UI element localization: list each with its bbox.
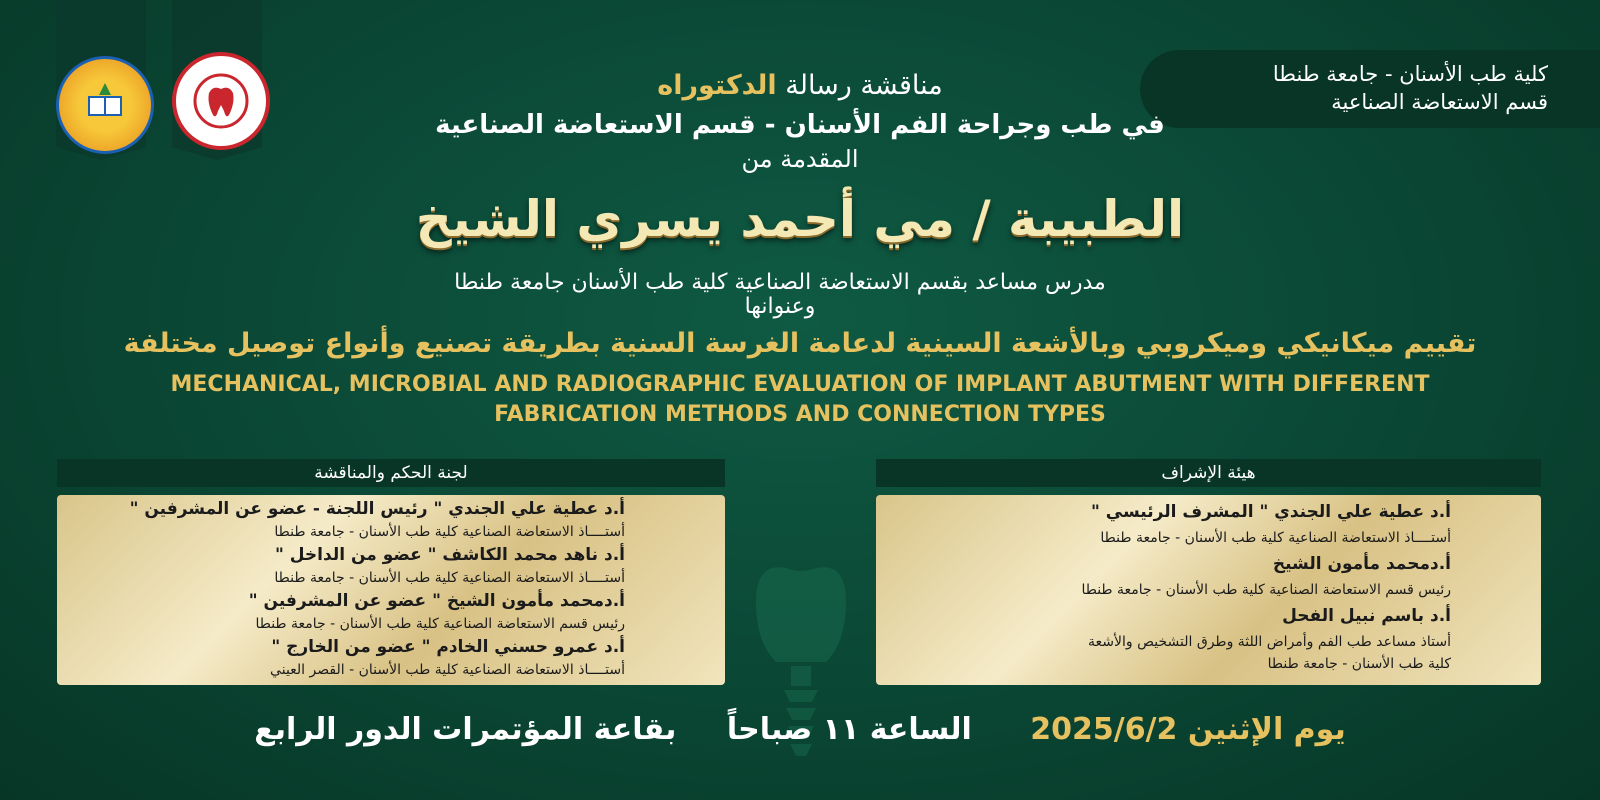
supervisor-member: [886, 497, 1451, 549]
tooth-implant-icon: [746, 562, 856, 800]
header-line1: [0, 70, 1600, 101]
member-title: أستــــاذ الاستعاضة الصناعية كلية طب الأسنان - جامعة طنطا: [1100, 530, 1451, 546]
event-time: الساعة ١١ صباحاً: [726, 712, 972, 747]
thesis-title-english-line1: MECHANICAL, MICROBIAL AND RADIOGRAPHIC EVALUATION OF IMPLANT ABUTMENT WITH DIFFERENT: [170, 372, 1430, 397]
event-venue: بقاعة المؤتمرات الدور الرابع: [254, 712, 677, 747]
supervision-panel: [876, 495, 1541, 685]
member-title-line2: كلية طب الأسنان - جامعة طنطا: [1267, 656, 1451, 672]
jury-heading: لجنة الحكم والمناقشة: [57, 459, 725, 487]
jury-panel: [57, 495, 725, 685]
faculty-badge-line2: قسم الاستعاضة الصناعية: [1331, 90, 1548, 114]
thesis-title-arabic: تقييم ميكانيكي وميكروبي وبالأشعة السينية لدعامة الغرسة السنية بطريقة تصنيع وأنواع توصيل مختلفة: [123, 328, 1477, 359]
event-day: يوم الإثنين: [1187, 712, 1346, 747]
event-footer: [0, 712, 1600, 747]
thesis-title-english-line2: FABRICATION METHODS AND CONNECTION TYPES: [494, 402, 1106, 427]
member-title: أستــــاذ الاستعاضة الصناعية كلية طب الأسنان - جامعة طنطا: [274, 524, 625, 540]
member-title: رئيس قسم الاستعاضة الصناعية كلية طب الأسنان - جامعة طنطا: [255, 616, 625, 632]
header-line1-prefix: مناقشة رسالة: [785, 70, 943, 101]
member-name: أ.دمحمد مأمون الشيخ: [1272, 554, 1451, 574]
header-line3: المقدمة من: [741, 145, 859, 173]
member-title: أستــــاذ الاستعاضة الصناعية كلية طب الأسنان - القصر العيني: [270, 662, 625, 678]
member-name: أ.د عطية علي الجندي " رئيس اللجنة - عضو عن المشرفين ": [129, 499, 625, 519]
header-line2: في طب وجراحة الفم الأسنان - قسم الاستعاضة الصناعية: [435, 110, 1165, 140]
header-line1-highlight: الدكتوراه: [657, 70, 777, 101]
member-title: أستاذ مساعد طب الفم وأمراض اللثة وطرق التشخيص والأشعة: [1088, 634, 1451, 650]
jury-member: [67, 589, 625, 635]
supervisor-member: [886, 601, 1451, 675]
faculty-badge-line1: كلية طب الأسنان - جامعة طنطا: [1272, 62, 1548, 86]
candidate-description: مدرس مساعد بقسم الاستعاضة الصناعية كلية طب الأسنان جامعة طنطا: [454, 270, 1106, 295]
jury-member: [67, 497, 625, 543]
supervisor-member: [886, 549, 1451, 601]
event-date: 2025/6/2: [1030, 712, 1178, 747]
jury-member: [67, 635, 625, 681]
member-name: أ.د عمرو حسني الخادم " عضو من الخارج ": [271, 637, 625, 657]
member-name: أ.د باسم نبيل الفحل: [1282, 606, 1451, 626]
member-name: أ.دمحمد مأمون الشيخ " عضو عن المشرفين ": [248, 591, 625, 611]
supervision-heading: هيئة الإشراف: [876, 459, 1541, 487]
member-name: أ.د ناهد محمد الكاشف " عضو من الداخل ": [274, 545, 625, 565]
jury-member: [67, 543, 625, 589]
candidate-name: الطبيبة / مي أحمد يسري الشيخ: [415, 190, 1185, 248]
member-title: رئيس قسم الاستعاضة الصناعية كلية طب الأسنان - جامعة طنطا: [1081, 582, 1451, 598]
thesis-title-intro: وعنوانها: [744, 294, 816, 319]
member-title: أستــــاذ الاستعاضة الصناعية كلية طب الأسنان - جامعة طنطا: [274, 570, 625, 586]
member-name: أ.د عطية علي الجندي " المشرف الرئيسي ": [1091, 502, 1451, 522]
